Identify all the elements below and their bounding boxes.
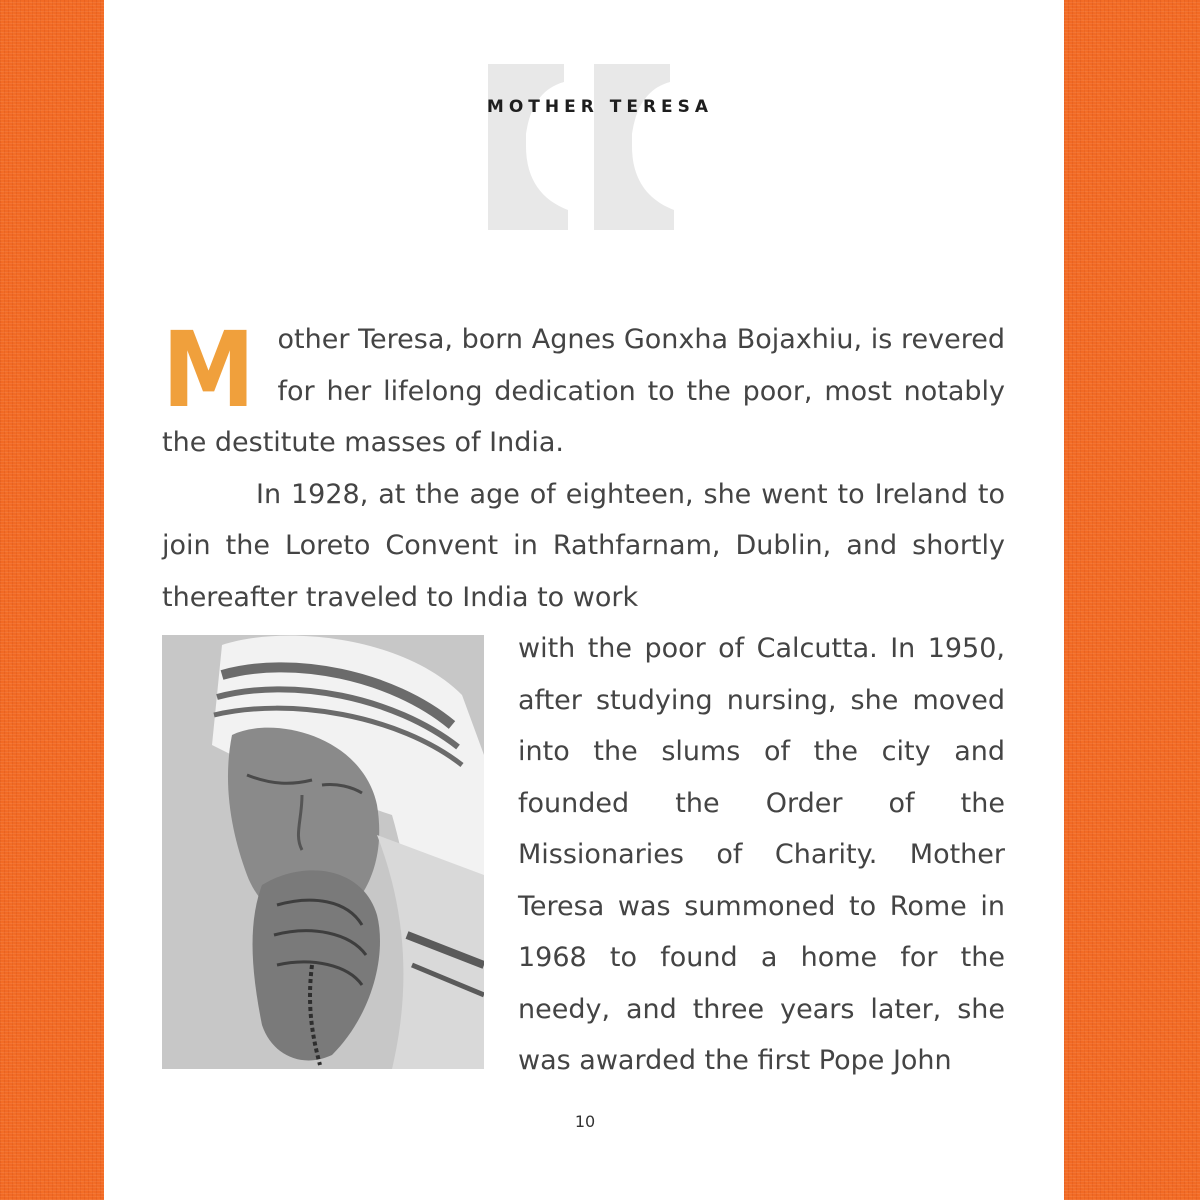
portrait-photo <box>162 635 484 1069</box>
left-orange-band <box>0 0 104 1200</box>
body-text <box>162 309 1005 1087</box>
paragraph-1-text: other Teresa, born Agnes Gonxha Bojaxhiu, is revered for her lifelong dedication to the poor, most notably the destitute masses of India. <box>162 324 1005 458</box>
page-number: 10 <box>574 1112 596 1131</box>
paragraph-2-intro: In 1928, at the age of eighteen, she went to Ireland to join the Loreto Convent in Rathfarnam, Dublin, and shortly thereafter traveled to India to work <box>162 478 1005 613</box>
running-head: MOTHER TERESA <box>486 97 714 117</box>
quotation-mark-icon <box>486 62 686 232</box>
drop-cap: M <box>162 309 256 431</box>
paragraph-2-continued: with the poor of Calcutta. In 1950, after studying nursing, she moved into the slums of the city and founded the Order of the Missionaries of Charity. Mother Teresa was summoned to Rome in 1968 to found a home for the needy, and three years later, she was awarded the first Pope John <box>518 633 1005 1076</box>
right-orange-band <box>1064 0 1200 1200</box>
paragraph-1 <box>162 309 1005 469</box>
